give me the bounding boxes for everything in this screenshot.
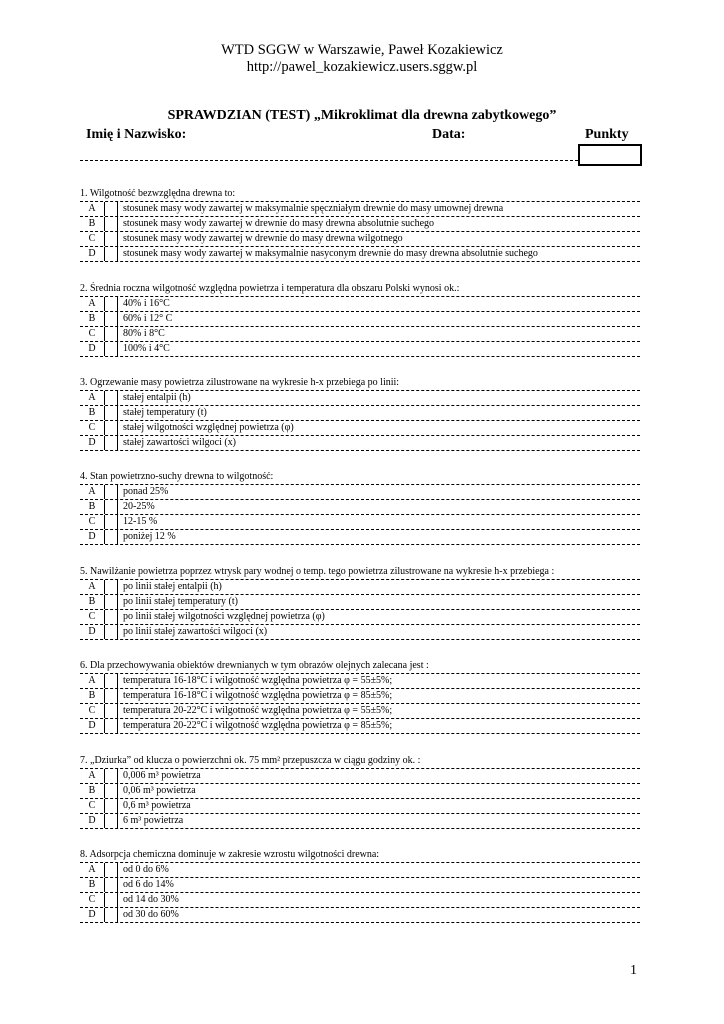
answer-text: ponad 25%: [123, 486, 169, 497]
question-text: 7. „Dziurka” od klucza o powierzchni ok. 75 mm² przepuszcza w ciągu godziny ok. :: [80, 754, 640, 769]
test-title: SPRAWDZIAN (TEST) „Mikroklimat dla drewna zabytkowego”: [167, 108, 557, 123]
question-4: [80, 470, 640, 545]
answer-text: stałej entalpii (h): [123, 392, 191, 403]
answer-checkbox[interactable]: [104, 202, 118, 216]
header-url-line: http://pawel_kozakiewicz.users.sggw.pl: [246, 59, 478, 75]
answer-letter: A: [88, 581, 96, 592]
answer-row: [80, 515, 640, 530]
answer-letter: B: [88, 407, 96, 418]
answer-checkbox[interactable]: [104, 312, 118, 326]
question-6: [80, 659, 640, 734]
answer-text: poniżej 12 %: [123, 531, 176, 542]
answer-row: [80, 485, 640, 500]
answer-letter: C: [88, 705, 96, 716]
answer-text: po linii stałej entalpii (h): [123, 581, 222, 592]
answer-checkbox[interactable]: [104, 515, 118, 529]
question-1: [80, 187, 640, 262]
answer-checkbox[interactable]: [104, 893, 118, 907]
answer-row: [80, 704, 640, 719]
answer-letter: C: [88, 422, 96, 433]
page-header: [0, 42, 724, 76]
answer-row: [80, 719, 640, 734]
answer-row: [80, 312, 640, 327]
answer-row: [80, 769, 640, 784]
answer-checkbox[interactable]: [104, 530, 118, 544]
answer-checkbox[interactable]: [104, 674, 118, 688]
question-text: 6. Dla przechowywania obiektów drewnianych w tym obrazów olejnych zalecana jest :: [80, 659, 640, 674]
answer-text: temperatura 20-22°C i wilgotność względna powietrza φ = 55±5%;: [123, 705, 393, 716]
answer-letter: D: [88, 343, 96, 354]
answer-text: 60% i 12° C: [123, 313, 173, 324]
answer-letter: B: [88, 313, 96, 324]
answer-checkbox[interactable]: [104, 784, 118, 798]
answer-row: [80, 342, 640, 357]
answer-letter: D: [88, 815, 96, 826]
answer-letter: D: [88, 248, 96, 259]
name-label: Imię i Nazwisko:: [86, 127, 187, 142]
answer-letter: B: [88, 596, 96, 607]
answer-text: stosunek masy wody zawartej w maksymalnie spęczniałym drewnie do masy umownej drewna: [123, 203, 504, 214]
answer-text: po linii stałej temperatury (t): [123, 596, 238, 607]
answer-text: 6 m³ powietrza: [123, 815, 184, 826]
page-number: 1: [630, 963, 637, 978]
answer-checkbox[interactable]: [104, 689, 118, 703]
answer-text: 40% i 16°C: [123, 298, 170, 309]
answer-row: [80, 814, 640, 829]
question-8: [80, 848, 640, 923]
answer-text: od 30 do 60%: [123, 909, 179, 920]
answer-row: [80, 610, 640, 625]
answer-text: stosunek masy wody zawartej w drewnie do masy drewna absolutnie suchego: [123, 218, 435, 229]
question-5: [80, 565, 640, 640]
answer-row: [80, 500, 640, 515]
answer-letter: B: [88, 218, 96, 229]
answer-row: [80, 580, 640, 595]
answer-letter: B: [88, 690, 96, 701]
answer-letter: A: [88, 770, 96, 781]
answer-letter: B: [88, 501, 96, 512]
answer-checkbox[interactable]: [104, 704, 118, 718]
answer-row: [80, 595, 640, 610]
answer-row: [80, 217, 640, 232]
answer-checkbox[interactable]: [104, 799, 118, 813]
score-box[interactable]: [578, 144, 642, 166]
answer-row: [80, 799, 640, 814]
answer-row: [80, 327, 640, 342]
points-label: Punkty: [585, 127, 629, 142]
answer-letter: C: [88, 800, 96, 811]
answer-row: [80, 297, 640, 312]
answer-text: temperatura 20-22°C i wilgotność względna powietrza φ = 85±5%;: [123, 720, 393, 731]
answer-text: po linii stałej zawartości wilgoci (x): [123, 626, 268, 637]
answer-checkbox[interactable]: [104, 247, 118, 261]
answer-row: [80, 421, 640, 436]
answer-checkbox[interactable]: [104, 580, 118, 594]
answer-letter: A: [88, 392, 96, 403]
answer-letter: D: [88, 437, 96, 448]
question-text: 5. Nawilżanie powietrza poprzez wtrysk pary wodnej o temp. tego powietrza zilustrowane na wykresie h-x przebiega :: [80, 565, 640, 580]
answer-checkbox[interactable]: [104, 595, 118, 609]
answer-letter: C: [88, 894, 96, 905]
answer-checkbox[interactable]: [104, 436, 118, 450]
answer-row: [80, 436, 640, 451]
answer-row: [80, 689, 640, 704]
answer-checkbox[interactable]: [104, 391, 118, 405]
answer-row: [80, 863, 640, 878]
answer-text: 0,006 m³ powietrza: [123, 770, 201, 781]
answer-text: temperatura 16-18°C i wilgotność względna powietrza φ = 85±5%;: [123, 690, 393, 701]
answer-text: stosunek masy wody zawartej w maksymalnie nasyconym drewnie do masy drewna absolutnie suchego: [123, 248, 538, 259]
answer-text: 80% i 8°C: [123, 328, 165, 339]
answer-checkbox[interactable]: [104, 610, 118, 624]
answer-text: stosunek masy wody zawartej w drewnie do masy drewna wilgotnego: [123, 233, 403, 244]
question-text: 3. Ogrzewanie masy powietrza zilustrowane na wykresie h-x przebiega po linii:: [80, 376, 640, 391]
answer-row: [80, 406, 640, 421]
answer-checkbox[interactable]: [104, 878, 118, 892]
answer-letter: C: [88, 516, 96, 527]
answer-row: [80, 878, 640, 893]
date-label: Data:: [432, 127, 466, 142]
answer-text: 100% i 4°C: [123, 343, 170, 354]
answer-row: [80, 202, 640, 217]
answer-checkbox[interactable]: [104, 814, 118, 828]
answer-checkbox[interactable]: [104, 485, 118, 499]
answer-checkbox[interactable]: [104, 719, 118, 733]
answer-letter: A: [88, 298, 96, 309]
answer-text: stałej zawartości wilgoci (x): [123, 437, 237, 448]
answer-letter: D: [88, 720, 96, 731]
answer-checkbox[interactable]: [104, 421, 118, 435]
answer-row: [80, 908, 640, 923]
answer-letter: C: [88, 328, 96, 339]
answer-letter: A: [88, 864, 96, 875]
question-text: 4. Stan powietrzno-suchy drewna to wilgotność:: [80, 470, 640, 485]
answer-checkbox[interactable]: [104, 769, 118, 783]
answer-checkbox[interactable]: [104, 908, 118, 922]
answer-checkbox[interactable]: [104, 217, 118, 231]
answer-row: [80, 232, 640, 247]
header-author-line: WTD SGGW w Warszawie, Paweł Kozakiewicz: [221, 42, 503, 58]
answer-text: stałej temperatury (t): [123, 407, 207, 418]
answer-text: 0,06 m³ powietrza: [123, 785, 196, 796]
answer-row: [80, 625, 640, 640]
question-text: 1. Wilgotność bezwzględna drewna to:: [80, 187, 640, 202]
answer-row: [80, 893, 640, 908]
answer-checkbox[interactable]: [104, 327, 118, 341]
answer-row: [80, 391, 640, 406]
answer-checkbox[interactable]: [104, 342, 118, 356]
answer-letter: A: [88, 675, 96, 686]
answer-text: od 0 do 6%: [123, 864, 169, 875]
answer-row: [80, 784, 640, 799]
answer-letter: A: [88, 486, 96, 497]
answer-row: [80, 674, 640, 689]
answer-letter: C: [88, 233, 96, 244]
answer-checkbox[interactable]: [104, 863, 118, 877]
answer-checkbox[interactable]: [104, 625, 118, 639]
answer-checkbox[interactable]: [104, 297, 118, 311]
answer-letter: B: [88, 879, 96, 890]
answer-text: 20-25%: [123, 501, 155, 512]
question-3: [80, 376, 640, 451]
answer-text: stałej wilgotności względnej powietrza (φ): [123, 422, 294, 433]
answer-text: od 6 do 14%: [123, 879, 174, 890]
answer-letter: A: [88, 203, 96, 214]
answer-letter: B: [88, 785, 96, 796]
answer-letter: C: [88, 611, 96, 622]
answer-row: [80, 247, 640, 262]
question-7: [80, 754, 640, 829]
answer-text: 12-15 %: [123, 516, 158, 527]
answer-letter: D: [88, 909, 96, 920]
answer-text: od 14 do 30%: [123, 894, 179, 905]
answer-text: 0,6 m³ powietrza: [123, 800, 191, 811]
question-text: 8. Adsorpcja chemiczna dominuje w zakresie wzrostu wilgotności drewna:: [80, 848, 640, 863]
answer-text: temperatura 16-18°C i wilgotność względna powietrza φ = 55±5%;: [123, 675, 393, 686]
answer-checkbox[interactable]: [104, 500, 118, 514]
question-text: 2. Średnia roczna wilgotność względna powietrza i temperatura dla obszaru Polski wynosi ok.:: [80, 282, 640, 297]
answer-text: po linii stałej wilgotności względnej powietrza (φ): [123, 611, 325, 622]
answer-letter: D: [88, 626, 96, 637]
answer-letter: D: [88, 531, 96, 542]
answer-checkbox[interactable]: [104, 232, 118, 246]
name-date-fill-line: [80, 160, 578, 161]
answer-row: [80, 530, 640, 545]
question-2: [80, 282, 640, 357]
answer-checkbox[interactable]: [104, 406, 118, 420]
